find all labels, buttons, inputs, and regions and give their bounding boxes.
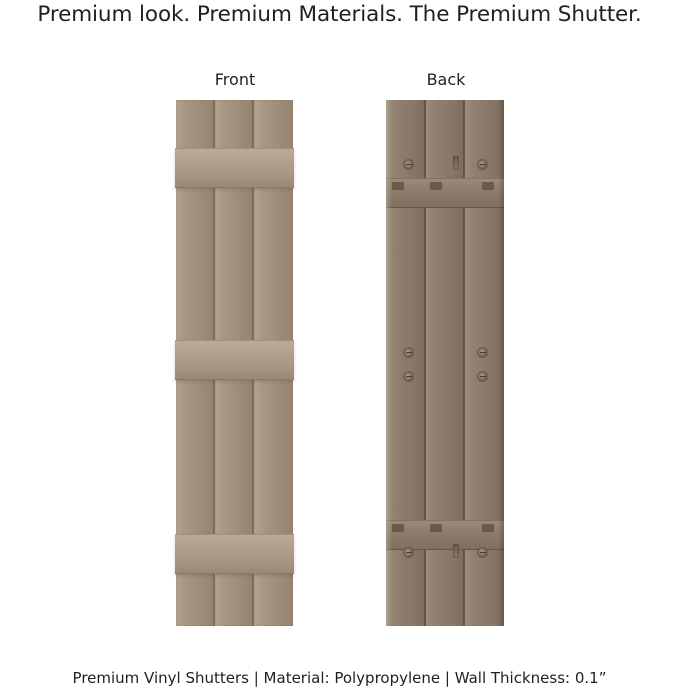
back-screw-icon (404, 160, 413, 169)
product-spec-caption: Premium Vinyl Shutters | Material: Polypropylene | Wall Thickness: 0.1” (72, 669, 607, 687)
back-screw-icon (478, 160, 487, 169)
front-shutter-image (176, 100, 293, 626)
back-screw-icon (404, 348, 413, 357)
back-shutter-image (386, 100, 504, 626)
back-screw-icon (478, 348, 487, 357)
back-notch-icon (430, 182, 442, 190)
back-notch-icon (482, 182, 494, 190)
back-edge-shadow-right (498, 100, 504, 626)
back-slot-icon (453, 156, 459, 170)
back-view-label: Back (426, 70, 466, 89)
back-edge-highlight-left (386, 100, 392, 626)
front-batten-bottom (175, 534, 294, 574)
back-slot-icon (453, 544, 459, 558)
back-screw-icon (404, 548, 413, 557)
back-notch-icon (392, 524, 404, 532)
back-notch-icon (430, 524, 442, 532)
back-screw-icon (478, 548, 487, 557)
back-notch-icon (482, 524, 494, 532)
back-screw-icon (478, 372, 487, 381)
front-batten-middle (175, 340, 294, 380)
back-notch-icon (392, 182, 404, 190)
front-batten-top (175, 148, 294, 188)
front-view-label: Front (214, 70, 256, 89)
back-screw-icon (404, 372, 413, 381)
page-title: Premium look. Premium Materials. The Premium Shutter. (37, 2, 642, 27)
